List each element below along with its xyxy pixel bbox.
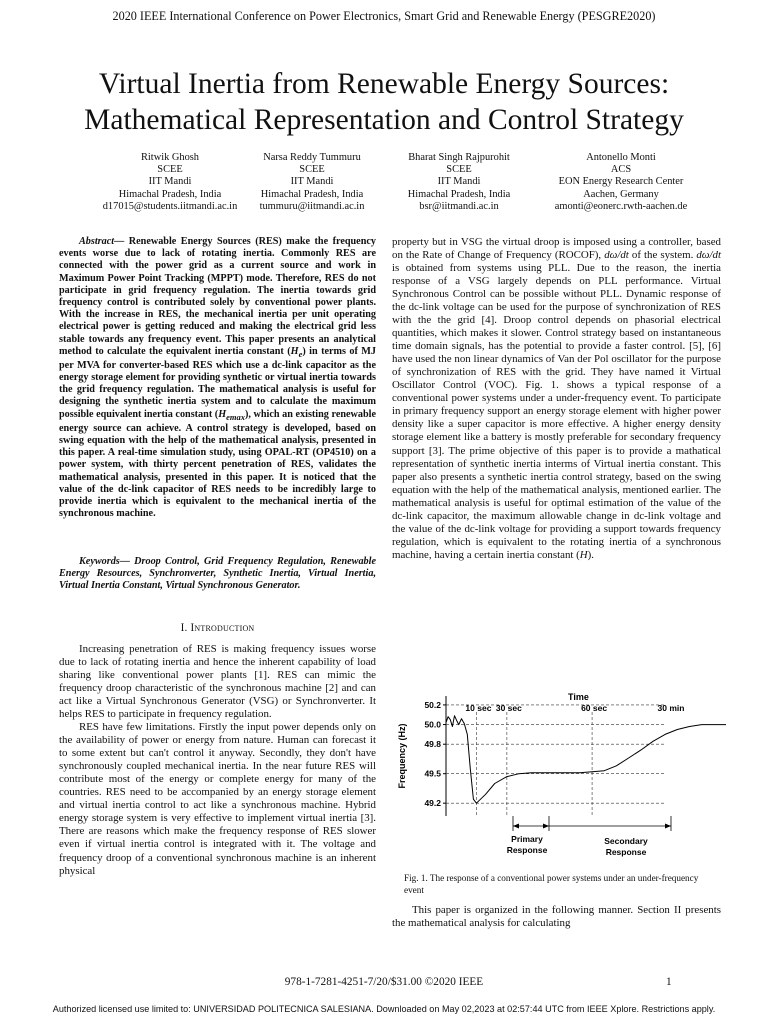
author-email: amonti@eonerc.rwth-aachen.de [554,200,688,212]
author-location: Himachal Pradesh, India [118,188,222,200]
math-symbol: H [218,408,227,420]
primary-label: Primary [511,834,543,844]
arrow-head [665,824,671,829]
author-dept: SCEE [446,164,472,176]
paragraph: Increasing penetration of RES is making frequency issues worse due to lack of rotating inertia and hence the inherent capability of load sharing like conventional power plants [1]. RES can mimic the frequency droop characteristic of the synchronous machine [2] and can act like a Virtual Synchronous Generator (VSG) or Synchronverter. It helps RES to participate in frequency regulation. [59,643,376,721]
author-location: Aachen, Germany [583,188,659,200]
license-notice: Authorized licensed use limited to: UNIVERSIDAD POLITECNICA SALESIANA. Downloaded on May 02,2023 at 02:57:44 UTC from IEEE Xplore. Restrictions apply. [52,1004,716,1014]
abstract [59,236,376,520]
paragraph-text: of the system. [628,249,697,262]
section-number: I. [180,622,191,634]
time-marker-label: 60 sec [581,703,608,713]
y-tick-label: 49.8 [424,739,441,750]
math-symbol: H [290,345,299,357]
math-symbol: dω/dt [696,249,721,262]
math-symbol: H [579,548,588,561]
author-inst: IIT Mandi [148,176,192,188]
abstract-label: Abstract— [79,236,125,247]
author-inst: IIT Mandi [290,176,334,188]
conference-header: 2020 IEEE International Conference on Power Electronics, Smart Grid and Renewable Energy (PESGRE2020) [112,9,656,23]
math-subscript: emax [226,411,246,422]
frequency-curve [446,716,726,804]
author-block [374,152,544,213]
page-number: 1 [666,976,672,988]
primary-label: Response [506,845,548,855]
y-tick-label: 50.2 [424,699,441,710]
author-email: bsr@iitmandi.ac.in [419,200,499,212]
intro-right-column [392,236,721,562]
secondary-label: Response [605,847,647,857]
intro-left-column [59,643,376,878]
intro-right-column-continued [392,904,721,930]
author-name: Ritwik Ghosh [140,152,200,163]
copyright-footer: 978-1-7281-4251-7/20/$31.00 ©2020 IEEE [284,976,484,988]
author-inst: EON Energy Research Center [558,176,684,188]
paragraph-text: property but in VSG the virtual droop is imposed using a controller, based on the Rate of Change of Frequency (ROCOF), [392,236,721,262]
figure-caption: Fig. 1. The response of a conventional power systems under an under-frequency event [404,873,699,895]
keywords-text: Droop Control, Grid Frequency Regulation, Renewable Energy Resources, Synchronverter, Synthetic Inertia, Virtual Inertia, Virtual Inertia Constant, Virtual Synchronous Generator. [59,556,376,592]
paper-title [40,66,728,138]
y-tick-label: 50.0 [424,719,441,730]
author-location: Himachal Pradesh, India [260,188,364,200]
paragraph: This paper is organized in the following manner. Section II presents the mathematical analysis for calculating [392,904,721,930]
keywords [59,556,376,593]
time-marker-label: 30 sec [495,703,522,713]
author-name: Antonello Monti [586,152,656,163]
abstract-text: ) in terms of MJ per MVA for converter-based RES which use a dc-link capacitor as the energy storage element for providing synthetic or virtual inertia towards the grid frequency regulation. The mathematical analysis is useful for designing the synthetic inertia system and to calculate the maximum possible equivalent inertia constant ( [59,345,376,420]
author-dept: ACS [610,164,632,176]
author-dept: SCEE [299,164,325,176]
author-name: Bharat Singh Rajpurohit [408,152,510,163]
time-marker-label: 10 sec [465,703,492,713]
section-title: Introduction [190,622,255,634]
math-subscript: e [298,348,303,359]
y-tick-label: 49.5 [424,768,441,779]
author-inst: IIT Mandi [437,176,481,188]
arrow-head [543,824,549,829]
author-email: tummuru@iitmandi.ac.in [259,200,365,212]
author-block [227,152,397,213]
title-line-1: Virtual Inertia from Renewable Energy Sources: [98,68,670,100]
keywords-label: Keywords— [79,556,130,567]
author-name: Narsa Reddy Tummuru [263,152,361,163]
author-dept: SCEE [157,164,183,176]
frequency-response-chart [396,688,726,863]
section-heading [59,622,376,634]
author-block [536,152,706,213]
y-tick-label: 49.2 [424,798,441,809]
abstract-text: Renewable Energy Sources (RES) make the frequency events worse due to lack of rotating inertia. Commonly RES are connected with the power grid as a current source and work in Maximum Power Point Tracking (MPPT) mode. Therefore, RES do not participate in grid frequency regulation. The inertia towards grid frequency control is contributed solely by conventional power plants. With the increase in RES, the mechanical inertia per unit operating electrical power is getting reduced and making the electrical grid less stable towards any frequency event. This paper presents an analytical method to calculate the equivalent inertia constant ( [59,236,376,357]
paragraph-text: is obtained from systems using PLL. Due to the reason, the inertia response of a VSG largely depends on PLL performance. Virtual Synchronous Control can be possible without PLL. Dynamic response of the dc-link voltage can be used for the purpose of synchronization of RES with the the grid [4]. Droop control depends on phasorial electrical quantities, which makes it slower. Control strategy based on instantaneous time domain signals, has the potential to provide a faster control. [5], [6] have used the non linear dynamics of Van der Pol oscillator for the purpose of synchronization of RES with the grid. They have named it Virtual Oscillator Control (VOC). Fig. 1. shows a typical response of a conventional power systems under a under-frequency event. To participate in primary frequency support an energy storage element with higher power density like a super capacitor is more effective. A higher energy density storage element like a battery is mostly preferable for secondary frequency support [3]. The prime objective of this paper is to provide a mathatical representation of synthetic inertia interms of Virtual inertia constant. This paper also presents a synthetic inertia control strategy, based on the swing equation with the help of the mathematical analysis, mentioned earlier. The mathematical analysis is useful for optimal estimation of the value of the dc-link capacitor, the maximum allowable change in dc-link voltage and the value of the dc-link voltage for providing a support towards frequency regulation, which is equivalent to the rotating inertia of a synchronous machine, having a certain inertia constant ( [392,262,721,561]
figure-1 [396,688,726,868]
secondary-label: Secondary [604,836,648,846]
paragraph: RES have few limitations. Firstly the input power depends only on the availability of power or energy from nature. Human can forecast it to some extent but can't control it anyway. Secondly, they don't have synchronously coupled mechanical inertia. In the near future RES will contribute most of the energy or complete energy for many of the countries. RES need to be accompanied by an energy storage element and virtual inertia control to act like a synchronous machine. Hybrid energy storage system is very effective to implement virtual inertia [3]. There are reasons which make the frequency response of RES slower even if virtual inertia control is integrated with it. The voltage and frequency droop of a conventional synchronous machine is an inherent physical [59,721,376,877]
abstract-text: ), which an existing renewable energy source can achieve. A control strategy is developed, based on swing equation with the help of the mathematical analysis, presented in this paper. A real-time simulation study, using OPAL-RT (OP4510) on a power system, with thirty percent penetration of RES, validates the mathematical analysis, presented in this paper. It is noticed that the value of the dc-link capacitor of RES needs to be incredibly large to provide inertia which is equivalent to the mechanical inertia of the synchronous machine. [59,408,376,520]
arrow-head [513,824,519,829]
author-email: d17015@students.iitmandi.ac.in [102,200,238,212]
time-marker-label: 30 min [657,703,685,713]
paragraph-text: ). [587,548,595,561]
time-label: Time [568,692,589,702]
math-symbol: dω/dt [604,249,629,262]
author-location: Himachal Pradesh, India [407,188,511,200]
title-line-2: Mathematical Representation and Control Strategy [84,104,684,136]
y-axis-label: Frequency (Hz) [397,723,407,789]
